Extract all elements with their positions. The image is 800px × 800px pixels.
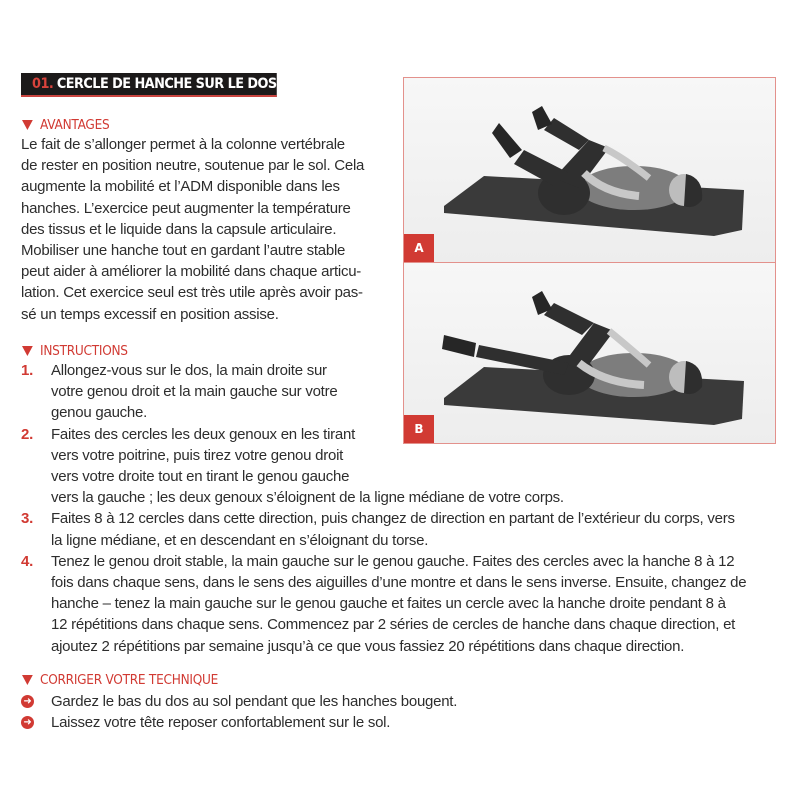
instruction-number: 4. — [21, 552, 34, 570]
paragraph-line: augmente la mobilité et l’ADM disponible dans les — [21, 178, 340, 196]
paragraph-line: de rester en position neutre, soutenue par le sol. Cela — [21, 157, 365, 175]
avantages-paragraph — [21, 134, 401, 325]
instruction-item — [21, 551, 791, 657]
instruction-line: vers votre poitrine, puis tirez votre genou droit — [51, 446, 344, 464]
paragraph-line: hanches. L’exercice peut augmenter la température — [21, 199, 351, 217]
instruction-line: fois dans chaque sens, dans le sens des aiguilles d’une montre et dans le sens inverse. Ensuite, changez de — [51, 574, 747, 592]
instruction-line: votre genou droit et la main gauche sur votre — [51, 383, 338, 401]
instruction-line: Allongez-vous sur le dos, la main droite sur — [51, 362, 327, 379]
woman-on-mat-illustration — [404, 78, 775, 262]
exercise-photo-a — [404, 78, 775, 263]
instruction-line: ajoutez 2 répétitions par semaine jusqu’à ce que vous fassiez 20 répétitions dans chaque direction. — [51, 637, 685, 655]
instruction-number: 1. — [21, 362, 34, 379]
photo-label-b: B — [404, 415, 434, 443]
section-heading-label: CORRIGER VOTRE TECHNIQUE — [40, 672, 219, 688]
section-heading-technique — [22, 672, 218, 688]
paragraph-line: sé un temps excessif en position assise. — [21, 305, 279, 323]
paragraph-line: lation. Cet exercice seul est très utile après avoir pas- — [21, 284, 363, 302]
arrow-circle-right-icon: ➜ — [21, 716, 34, 729]
paragraph-line: Le fait de s’allonger permet à la colonne vertébrale — [21, 136, 345, 153]
instruction-line: vers la gauche ; les deux genoux s’éloignent de la ligne médiane de votre corps. — [51, 489, 564, 507]
instruction-line: hanche – tenez la main gauche sur le genou gauche et faites un cercle avec la hanche droite pendant 8 à — [51, 595, 726, 613]
section-heading-instructions — [22, 343, 128, 359]
exercise-title: CERCLE DE HANCHE SUR LE DOS — [56, 76, 277, 92]
section-heading-avantages — [22, 117, 109, 133]
instruction-line: genou gauche. — [51, 404, 148, 422]
technique-item — [21, 691, 457, 712]
instruction-line: Faites des cercles les deux genoux en les tirant — [51, 425, 356, 443]
instruction-number: 3. — [21, 510, 34, 528]
instruction-line: Faites 8 à 12 cercles dans cette direction, puis changez de direction en partant de l’extérieur du corps, vers — [51, 510, 735, 528]
triangle-down-icon — [22, 120, 33, 130]
technique-text: Gardez le bas du dos au sol pendant que les hanches bougent. — [51, 693, 458, 710]
exercise-number: 01. — [32, 76, 54, 92]
triangle-down-icon — [22, 346, 33, 356]
exercise-title-bar — [21, 73, 277, 97]
technique-item — [21, 712, 457, 733]
section-heading-label: AVANTAGES — [40, 117, 110, 133]
instruction-item — [21, 508, 791, 550]
instruction-line: vers votre droite tout en tirant le genou gauche — [51, 468, 350, 486]
section-heading-label: INSTRUCTIONS — [40, 343, 128, 359]
paragraph-line: des tissus et le liquide dans la capsule articulaire. — [21, 220, 337, 238]
instruction-number: 2. — [21, 425, 34, 443]
instruction-line: la ligne médiane, et en descendant en s’éloignant du torse. — [51, 531, 429, 549]
woman-on-mat-illustration — [404, 263, 775, 443]
arrow-circle-right-icon: ➜ — [21, 695, 34, 708]
technique-list — [21, 691, 457, 733]
paragraph-line: peut aider à améliorer la mobilité dans chaque articu- — [21, 263, 362, 281]
technique-text: Laissez votre tête reposer confortablement sur le sol. — [51, 714, 391, 731]
triangle-down-icon — [22, 675, 33, 685]
instruction-line: Tenez le genou droit stable, la main gauche sur le genou gauche. Faites des cercles avec la hanche 8 à 12 — [51, 552, 735, 570]
exercise-photo-b — [404, 263, 775, 443]
photo-label-a: A — [404, 234, 434, 262]
paragraph-line: Mobiliser une hanche tout en gardant l’autre stable — [21, 242, 346, 260]
photo-panel — [403, 77, 776, 444]
instruction-line: 12 répétitions dans chaque sens. Commencez par 2 séries de cercles de hanche dans chaque direction, et — [51, 616, 736, 634]
